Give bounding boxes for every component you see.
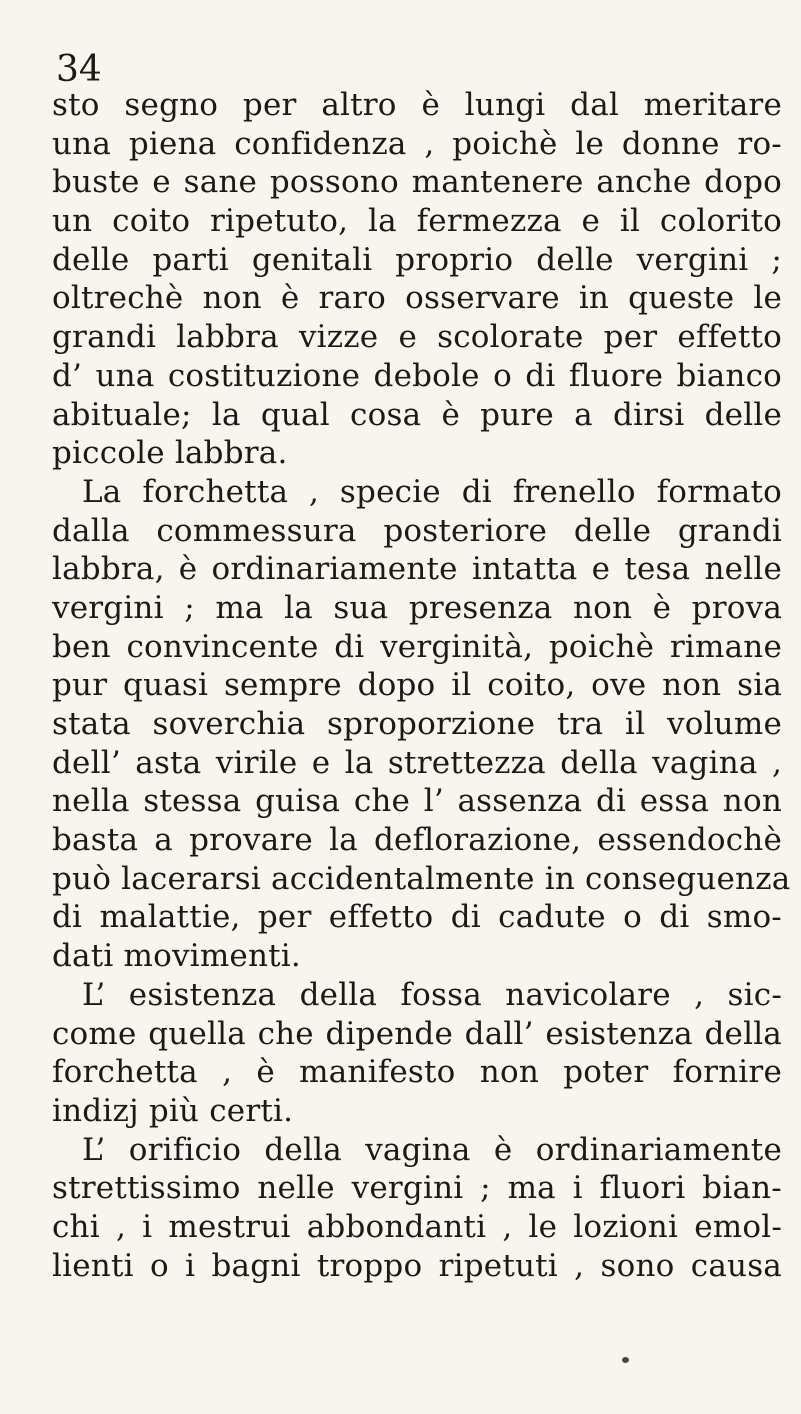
page-number: 34	[56, 49, 102, 90]
body-text	[52, 86, 791, 1285]
text-line: ben convincente di verginità, poichè rimane	[52, 628, 782, 665]
text-line: grandi labbra vizze e scolorate per effetto	[52, 319, 782, 356]
text-line: una piena confidenza , poichè le donne ro-	[52, 125, 782, 162]
text-line: di malattie, per effetto di cadute o di smo-	[52, 899, 782, 936]
ink-speck	[622, 1357, 629, 1363]
text-line: lienti o i bagni troppo ripetuti , sono causa	[52, 1247, 782, 1284]
text-line: vergini ; ma la sua presenza non è prova	[52, 589, 782, 626]
text-line: dati movimenti.	[52, 938, 301, 975]
text-line: abituale; la qual cosa è pure a dirsi delle	[52, 396, 782, 433]
text-line: nella stessa guisa che l’ assenza di essa non	[52, 783, 782, 820]
text-line: oltrechè non è raro osservare in queste le	[52, 280, 782, 317]
text-line: dell’ asta virile e la strettezza della vagina ,	[52, 744, 782, 781]
text-line: labbra, è ordinariamente intatta e tesa nelle	[52, 551, 782, 588]
text-line: può lacerarsi accidentalmente in conseguenza	[52, 860, 791, 897]
text-line: indizj più certi.	[52, 1092, 294, 1129]
paragraph-start-line: La forchetta , specie di frenello formato	[82, 473, 782, 510]
text-line: buste e sane possono mantenere anche dopo	[52, 164, 782, 201]
text-line: basta a provare la deflorazione, essendochè	[52, 822, 782, 859]
text-line: stata soverchia sproporzione tra il volume	[52, 706, 782, 742]
text-line: un coito ripetuto, la fermezza e il colorito	[52, 203, 782, 240]
text-line: delle parti genitali proprio delle vergini ;	[52, 241, 782, 278]
text-line: pur quasi sempre dopo il coito, ove non sia	[52, 667, 782, 704]
text-line: strettissimo nelle vergini ; ma i fluori bian-	[52, 1170, 782, 1207]
text-line: come quella che dipende dall’ esistenza della	[52, 1015, 782, 1052]
text-line: sto segno per altro è lungi dal meritare	[52, 87, 782, 123]
text-line: chi , i mestrui abbondanti , le lozioni emol-	[52, 1208, 782, 1245]
text-line: forchetta , è manifesto non poter fornire	[52, 1054, 782, 1091]
paragraph-start-line: L’ orificio della vagina è ordinariamente	[82, 1131, 782, 1168]
paragraph-start-line: L’ esistenza della fossa navicolare , sic-	[82, 976, 782, 1013]
text-line: dalla commessura posteriore delle grandi	[52, 512, 782, 549]
text-line: piccole labbra.	[52, 435, 288, 472]
text-line: d’ una costituzione debole o di fluore bianco	[52, 357, 782, 394]
